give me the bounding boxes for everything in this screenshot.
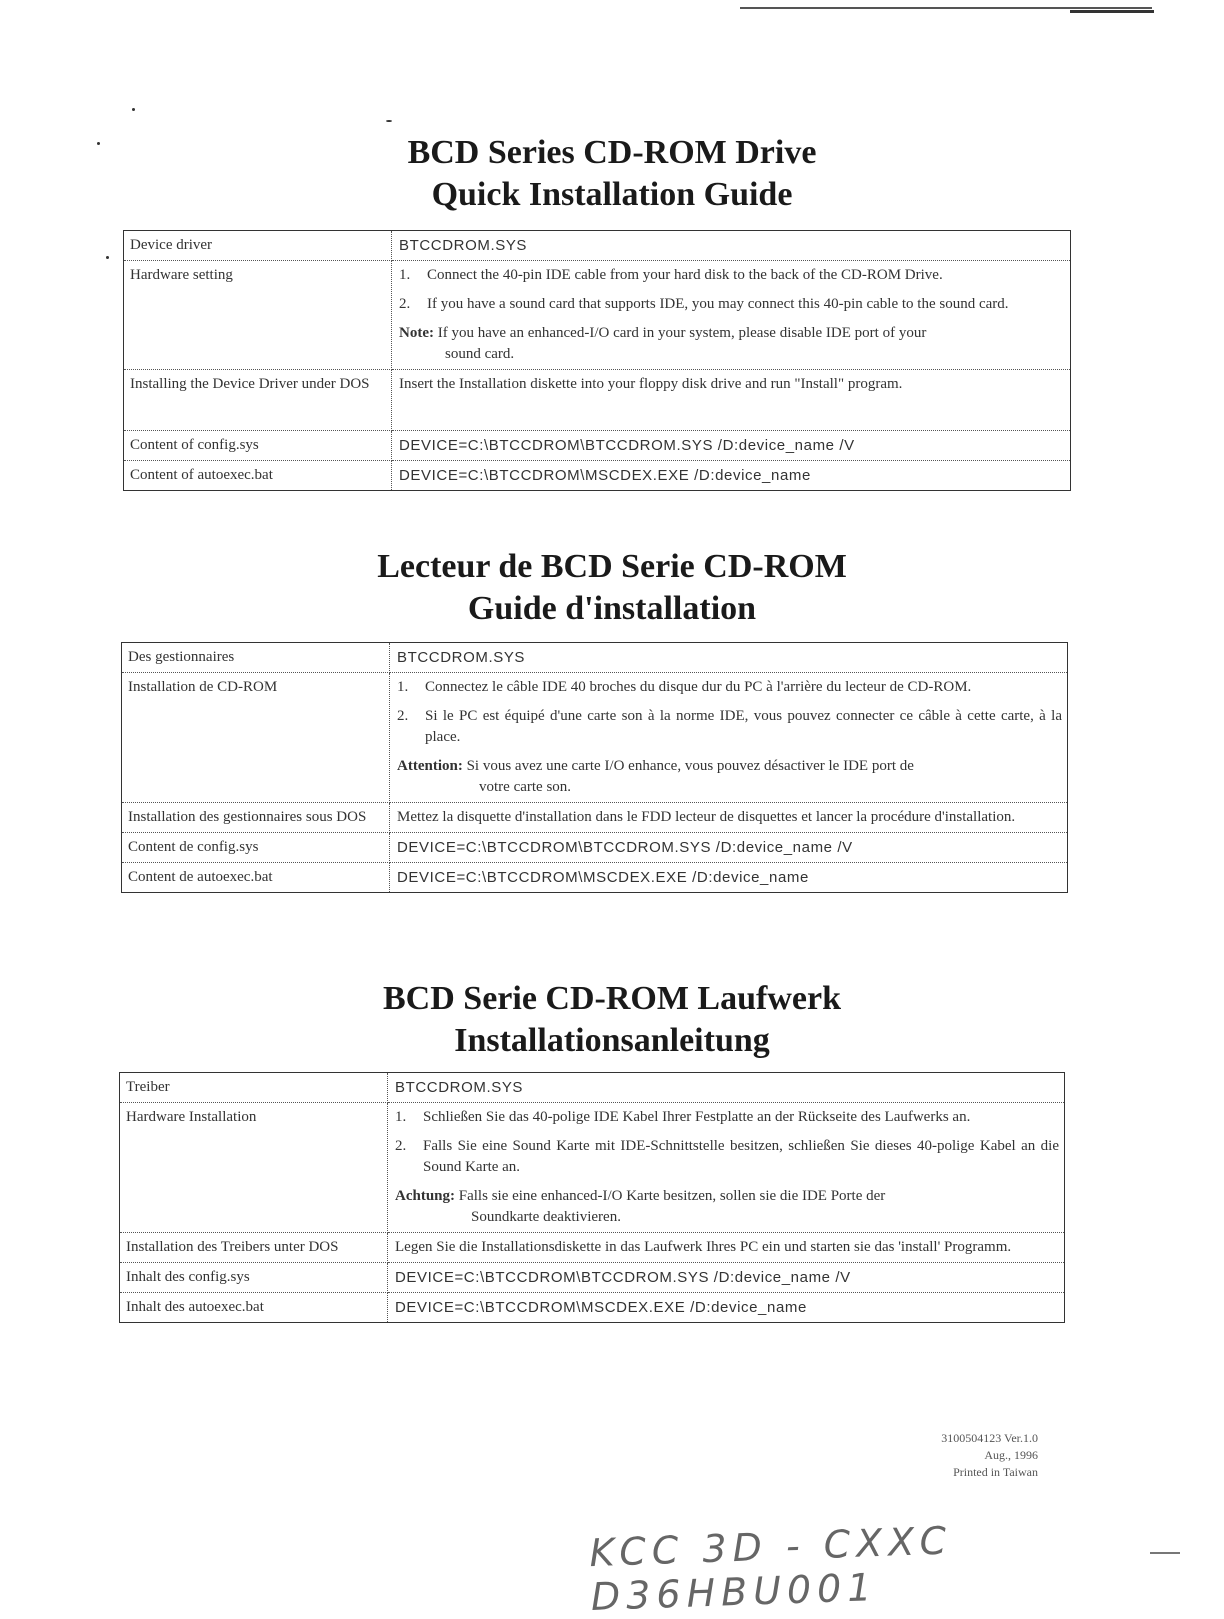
row-value: DEVICE=C:\BTCCDROM\BTCCDROM.SYS /D:device_name /V [388,1263,1065,1293]
print-date: Aug., 1996 [984,1448,1038,1462]
title-line-1: Lecteur de BCD Serie CD-ROM [377,548,847,585]
title-line-2: Quick Installation Guide [431,176,793,213]
table-row [124,261,1071,370]
row-value [392,261,1071,370]
note: Attention: Si vous avez une carte I/O enhance, vous pouvez désactiver le IDE port de votre carte son. [397,758,914,795]
row-label: Content of config.sys [124,431,392,461]
list-item: 2. Falls Sie eine Sound Karte mit IDE-Schnittstelle besitzen, schließen Sie dieses 40-polige Kabel an die Sound Karte an. [395,1138,1059,1175]
list-item: 1. Connectez le câble IDE 40 broches du disque dur du PC à l'arrière du lecteur de CD-ROM. [397,679,972,695]
row-value: Insert the Installation diskette into your floppy disk drive and run "Install" program. [392,370,1071,431]
handwritten-note: KCC 3D - CXXC D36HBU001 [588,1518,953,1619]
table-row [124,461,1071,491]
table-row [122,863,1068,893]
scan-speck [132,108,135,111]
table-row [120,1293,1065,1323]
scan-artifact-line [1070,10,1154,13]
list-item: 1. Connect the 40-pin IDE cable from your hard disk to the back of the CD-ROM Drive. [399,267,943,283]
row-label: Installation des Treibers unter DOS [120,1233,388,1263]
table-row [120,1073,1065,1103]
title-line-2: Guide d'installation [467,590,757,627]
row-label: Content de autoexec.bat [122,863,390,893]
part-number: 3100504123 Ver.1.0 [941,1431,1038,1445]
row-value: DEVICE=C:\BTCCDROM\MSCDEX.EXE /D:device_name [392,461,1071,491]
table-row [120,1103,1065,1233]
row-label: Installation de CD-ROM [122,673,390,803]
row-label: Hardware setting [124,261,392,370]
row-value: DEVICE=C:\BTCCDROM\MSCDEX.EXE /D:device_name [390,863,1068,893]
row-label: Device driver [124,231,392,261]
section-title-german [0,978,1224,1062]
table-row [122,673,1068,803]
row-value [390,673,1068,803]
row-label: Treiber [120,1073,388,1103]
row-label: Content de config.sys [122,833,390,863]
list-item: 2. Si le PC est équipé d'une carte son à la norme IDE, vous pouvez connecter ce câble à cette carte, à la place. [397,708,1062,745]
row-value: BTCCDROM.SYS [388,1073,1065,1103]
list-item: 1. Schließen Sie das 40-polige IDE Kabel Ihrer Festplatte an der Rückseite des Laufwerks an. [395,1109,971,1125]
scan-speck [386,120,392,122]
table-row [122,643,1068,673]
title-line-1: BCD Series CD-ROM Drive [407,134,817,171]
row-label: Inhalt des autoexec.bat [120,1293,388,1323]
row-value: DEVICE=C:\BTCCDROM\BTCCDROM.SYS /D:device_name /V [390,833,1068,863]
scan-artifact-line [740,7,1152,9]
printed-location: Printed in Taiwan [953,1465,1038,1479]
guide-table-german [119,1072,1065,1323]
row-value: BTCCDROM.SYS [390,643,1068,673]
guide-table-french [121,642,1068,893]
row-label: Des gestionnaires [122,643,390,673]
row-value: Legen Sie die Installationsdiskette in das Laufwerk Ihres PC ein und starten sie das 'install' Programm. [388,1233,1065,1263]
table-row [120,1263,1065,1293]
note: Achtung: Falls sie eine enhanced-I/O Karte besitzen, sollen sie die IDE Porte der Soundkarte deaktivieren. [395,1188,886,1225]
row-label: Installation des gestionnaires sous DOS [122,803,390,833]
table-row [124,431,1071,461]
section-title-french [0,546,1224,630]
row-value: DEVICE=C:\BTCCDROM\BTCCDROM.SYS /D:device_name /V [392,431,1071,461]
row-label: Content of autoexec.bat [124,461,392,491]
row-label: Inhalt des config.sys [120,1263,388,1293]
row-label: Installing the Device Driver under DOS [124,370,392,431]
table-row [124,231,1071,261]
table-row [122,803,1068,833]
handwritten-dash [1150,1552,1180,1554]
row-value [388,1103,1065,1233]
table-row [122,833,1068,863]
title-line-1: BCD Serie CD-ROM Laufwerk [383,980,841,1017]
section-title-english [0,132,1224,216]
table-row [120,1233,1065,1263]
scan-speck [106,256,109,259]
row-value: DEVICE=C:\BTCCDROM\MSCDEX.EXE /D:device_name [388,1293,1065,1323]
row-value: BTCCDROM.SYS [392,231,1071,261]
title-line-2: Installationsanleitung [454,1022,770,1059]
table-row [124,370,1071,431]
note: Note: If you have an enhanced-I/O card in your system, please disable IDE port of your sound card. [399,325,927,362]
row-value: Mettez la disquette d'installation dans le FDD lecteur de disquettes et lancer la procédure d'installation. [390,803,1068,833]
row-label: Hardware Installation [120,1103,388,1233]
list-item: 2. If you have a sound card that supports IDE, you may connect this 40-pin cable to the sound card. [399,296,1009,312]
document-footer [941,1430,1038,1481]
guide-table-english [123,230,1071,491]
